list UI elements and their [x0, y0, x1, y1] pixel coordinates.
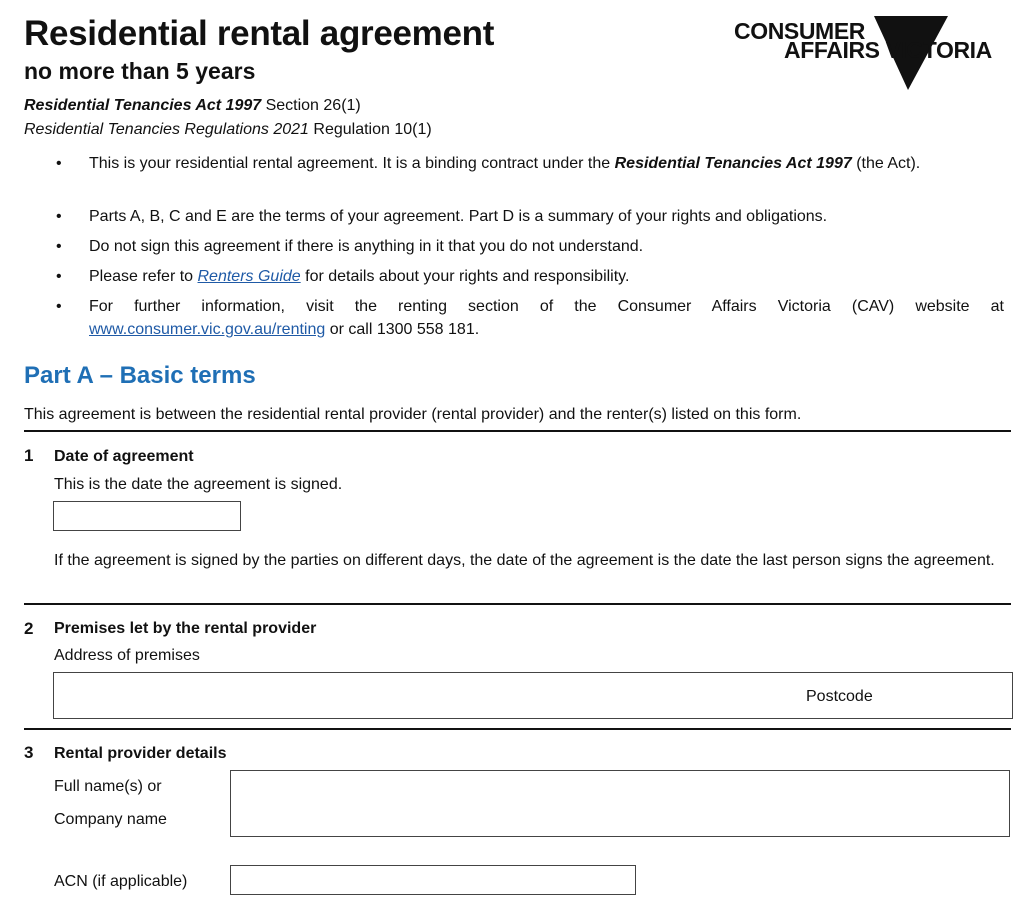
renters-guide-link[interactable]: Renters Guide	[197, 268, 301, 285]
bullet-text-part: This is your residential rental agreement. It is a binding contract under the	[89, 155, 615, 172]
bullet-text	[89, 265, 1004, 288]
acn-input[interactable]	[230, 865, 636, 895]
section-divider	[24, 603, 1011, 605]
logo-line-victoria: VICTORIA	[885, 37, 992, 63]
act-section: Section 26(1)	[261, 97, 361, 114]
logo-line-affairs: AFFAIRS	[784, 37, 880, 63]
section-3-number: 3	[24, 743, 34, 762]
bullet-text-part: (the Act).	[851, 155, 921, 172]
bullet-text	[89, 295, 1004, 341]
rental-provider-name-input[interactable]	[230, 770, 1010, 837]
regulations-name: Residential Tenancies Regulations 2021	[24, 121, 309, 138]
act-reference	[24, 97, 361, 115]
bullet-icon: •	[56, 208, 62, 225]
section-1-note: If the agreement is signed by the parties on different days, the date of the agreement is the date the last person signs the agreement.	[54, 552, 995, 569]
bullet-act-name: Residential Tenancies Act 1997	[614, 155, 852, 172]
bullet-icon: •	[56, 155, 62, 172]
document-subtitle: no more than 5 years	[24, 58, 256, 84]
full-name-label: Full name(s) or	[54, 778, 162, 795]
bullet-text: Parts A, B, C and E are the terms of your agreement. Part D is a summary of your rights and obligations.	[89, 208, 828, 225]
logo-line-affairs-victoria	[784, 37, 992, 64]
cav-website-link[interactable]: www.consumer.vic.gov.au/renting	[89, 321, 326, 338]
section-1-text: This is the date the agreement is signed.	[54, 476, 343, 493]
bullet-text	[89, 152, 1004, 175]
part-a-intro: This agreement is between the residential rental provider (rental provider) and the renter(s) listed on this form.	[24, 406, 802, 423]
acn-label: ACN (if applicable)	[54, 873, 188, 890]
section-divider	[24, 430, 1011, 432]
act-name: Residential Tenancies Act 1997	[24, 97, 262, 114]
section-3-heading: Rental provider details	[54, 745, 227, 762]
bullet-icon: •	[56, 238, 62, 255]
bullet-icon: •	[56, 298, 62, 315]
regulations-reference	[24, 121, 432, 139]
company-name-label: Company name	[54, 811, 167, 828]
bullet-text-part: or call 1300 558 181.	[325, 321, 480, 338]
bullet-text-part: For further information, visit the renting section of the Consumer Affairs Victoria (CAV) website at	[89, 298, 1004, 315]
bullet-text-part: Please refer to	[89, 268, 198, 285]
document-title: Residential rental agreement	[24, 14, 495, 53]
bullet-text: Do not sign this agreement if there is anything in it that you do not understand.	[89, 238, 644, 255]
bullet-icon: •	[56, 268, 62, 285]
premises-address-field[interactable]	[53, 672, 1013, 719]
section-2-text: Address of premises	[54, 647, 200, 664]
section-2-number: 2	[24, 619, 34, 638]
logo-line-consumer: CONSUMER	[734, 18, 865, 44]
section-1-number: 1	[24, 446, 34, 465]
part-a-heading: Part A – Basic terms	[24, 362, 256, 389]
bullet-text-part: for details about your rights and responsibility.	[300, 268, 630, 285]
section-1-heading: Date of agreement	[54, 448, 194, 465]
section-divider	[24, 728, 1011, 730]
agreement-date-input[interactable]	[53, 501, 241, 531]
postcode-label: Postcode	[806, 688, 873, 705]
regulations-section: Regulation 10(1)	[308, 121, 432, 138]
cav-logo	[732, 14, 1007, 92]
section-2-heading: Premises let by the rental provider	[54, 620, 317, 637]
